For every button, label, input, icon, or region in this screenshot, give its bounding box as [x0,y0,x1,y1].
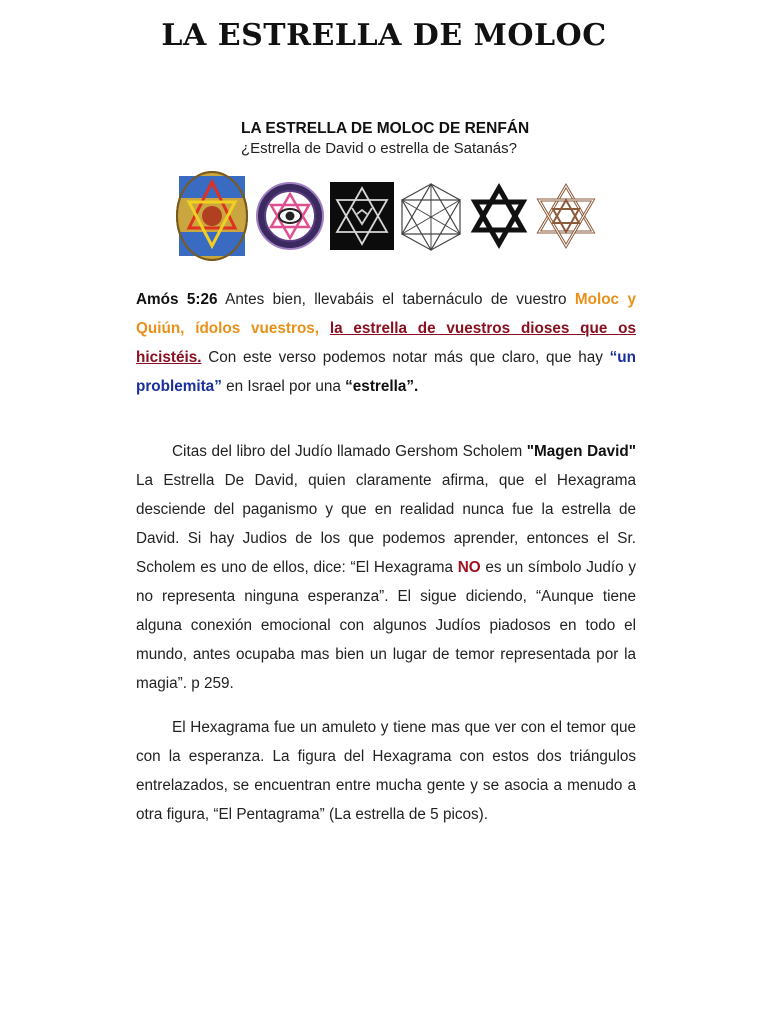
paragraph-scholem [136,437,636,698]
highlight-problemita: “un problemita” [136,349,636,395]
eye-hexagram-seal-icon [255,170,325,262]
black-star-of-david-icon [469,170,529,262]
document-heading [241,120,661,157]
page-title: LA ESTRELLA DE MOLOC [161,18,607,53]
text [319,320,330,337]
interlaced-star-of-david-icon [533,170,599,262]
text: Con este verso podemos notar más que claro, que hay [201,349,610,366]
text: en Israel por una [221,378,346,395]
book-title: "Magen David" [526,443,637,460]
symbol-row [175,170,605,262]
outline-hexagram-icon [397,170,465,262]
text: La Estrella De David, quien claramente afirma, que el Hexagrama desciende del paganismo y que en realidad nunca fue la estrella de David. Si hay Judios de los que podemos aprender, entonces el Sr. Scholem es uno de ellos, dice: “El Hexagrama [136,472,636,576]
heading-main: LA ESTRELLA DE MOLOC DE RENFÁN [241,120,530,137]
paragraph-amos [136,285,636,401]
text: El Hexagrama fue un amuleto y tiene mas que ver con el temor que con la esperanza. La figura del Hexagrama con estos dos triángulos entrelazados, se encuentran entre mucha gente y se asocia a menudo a otra figura, “El Pentagrama” (La estrella de 5 picos). [136,719,636,823]
black-hexagram-goat-icon [328,170,396,262]
emphasis-no: NO [457,559,481,576]
highlight-moloc: Moloc y Quiún, ídolos vuestros, [136,291,636,337]
text: Citas del libro del Judío llamado Gershom Scholem [172,443,527,460]
highlight-estrella: la estrella de vuestros dioses que os hicistéis. [136,320,637,366]
highlight-estrella-word: “estrella”. [345,378,419,395]
shield-hexagram-emblem-icon [175,170,249,262]
text: es un símbolo Judío y no representa ninguna esperanza”. El sigue diciendo, “Aunque tiene alguna conexión emocional con algunos Judíos piadosos en todo el mundo, antes ocupaba mas bien un lugar de temor representada por la magia”. p 259. [136,559,636,692]
heading-subtitle: ¿Estrella de David o estrella de Satanás? [241,140,517,157]
text: Antes bien, llevabáis el tabernáculo de vuestro [217,291,575,308]
verse-reference: Amós 5:26 [136,291,218,308]
paragraph-hexagrama [136,713,636,829]
